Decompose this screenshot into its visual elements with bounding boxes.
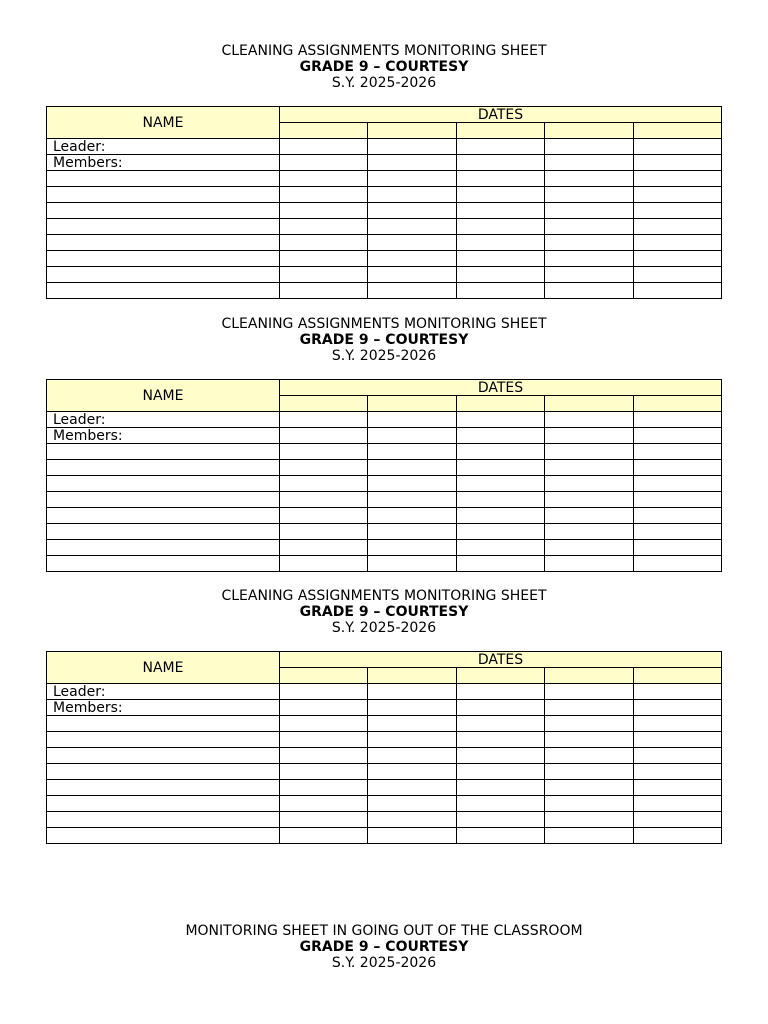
date-cell[interactable] <box>545 283 633 299</box>
monitoring-table-body <box>47 652 722 844</box>
table-row <box>47 412 722 428</box>
name-cell[interactable] <box>47 235 280 251</box>
name-cell[interactable] <box>47 171 280 187</box>
date-cell[interactable] <box>456 508 544 524</box>
name-cell[interactable] <box>47 267 280 283</box>
date-cell[interactable] <box>456 556 544 572</box>
table-row <box>47 716 722 732</box>
date-cell[interactable] <box>280 828 368 844</box>
date-cell-header[interactable] <box>633 396 722 412</box>
date-cell-header[interactable] <box>633 668 722 684</box>
date-cell[interactable] <box>280 796 368 812</box>
date-cell[interactable] <box>633 732 722 748</box>
date-cell-header[interactable] <box>545 396 633 412</box>
name-cell[interactable] <box>47 187 280 203</box>
header-row <box>47 107 722 123</box>
date-cell[interactable] <box>545 524 633 540</box>
name-cell[interactable] <box>47 764 280 780</box>
date-cell[interactable] <box>368 812 456 828</box>
date-cell[interactable] <box>545 780 633 796</box>
date-cell[interactable] <box>368 460 456 476</box>
date-cell[interactable] <box>456 412 544 428</box>
date-cell[interactable] <box>456 700 544 716</box>
table-row <box>47 540 722 556</box>
date-cell[interactable] <box>280 203 368 219</box>
date-cell[interactable] <box>280 139 368 155</box>
date-cell[interactable] <box>280 812 368 828</box>
monitoring-table-body <box>47 107 722 299</box>
date-cell[interactable] <box>456 476 544 492</box>
date-cell[interactable] <box>368 732 456 748</box>
date-cell[interactable] <box>280 251 368 267</box>
date-cell[interactable] <box>368 828 456 844</box>
monitoring-table-1 <box>46 106 722 299</box>
date-cell[interactable] <box>368 412 456 428</box>
date-cell[interactable] <box>633 444 722 460</box>
date-cell[interactable] <box>633 412 722 428</box>
table-row <box>47 235 722 251</box>
date-cell[interactable] <box>368 171 456 187</box>
date-cell[interactable] <box>456 684 544 700</box>
date-cell[interactable] <box>280 444 368 460</box>
date-cell[interactable] <box>280 235 368 251</box>
table-row <box>47 283 722 299</box>
date-cell[interactable] <box>633 139 722 155</box>
date-cell-header[interactable] <box>280 668 368 684</box>
name-header: NAME <box>47 652 280 684</box>
table-row <box>47 684 722 700</box>
date-cell[interactable] <box>545 155 633 171</box>
date-cell[interactable] <box>633 476 722 492</box>
date-cell[interactable] <box>545 828 633 844</box>
name-cell[interactable]: Members: <box>47 700 280 716</box>
date-cell[interactable] <box>368 508 456 524</box>
date-cell-header[interactable] <box>368 668 456 684</box>
table-row <box>47 492 722 508</box>
date-cell[interactable] <box>545 700 633 716</box>
date-cell[interactable] <box>633 684 722 700</box>
date-cell[interactable] <box>545 732 633 748</box>
sheet-1-heading <box>0 43 768 91</box>
date-cell[interactable] <box>368 524 456 540</box>
date-cell[interactable] <box>545 412 633 428</box>
date-cell[interactable] <box>633 235 722 251</box>
date-cell-header[interactable] <box>456 396 544 412</box>
date-cell[interactable] <box>368 235 456 251</box>
table-row <box>47 219 722 235</box>
date-cell[interactable] <box>456 187 544 203</box>
date-cell[interactable] <box>456 444 544 460</box>
date-cell[interactable] <box>280 684 368 700</box>
date-cell[interactable] <box>280 283 368 299</box>
name-cell[interactable] <box>47 716 280 732</box>
table-row <box>47 428 722 444</box>
dates-header: DATES <box>280 652 722 668</box>
date-cell[interactable] <box>456 780 544 796</box>
date-cell[interactable] <box>456 139 544 155</box>
date-cell[interactable] <box>633 428 722 444</box>
date-cell[interactable] <box>280 476 368 492</box>
date-cell[interactable] <box>368 476 456 492</box>
date-cell[interactable] <box>456 732 544 748</box>
date-cell[interactable] <box>545 556 633 572</box>
name-cell[interactable]: Members: <box>47 428 280 444</box>
date-cell[interactable] <box>368 219 456 235</box>
exit-monitoring-heading <box>0 923 768 971</box>
date-cell[interactable] <box>280 155 368 171</box>
date-cell-header[interactable] <box>633 123 722 139</box>
sheet-title: MONITORING SHEET IN GOING OUT OF THE CLASSROOM <box>185 923 583 939</box>
table-row <box>47 796 722 812</box>
date-cell[interactable] <box>368 700 456 716</box>
table-row <box>47 732 722 748</box>
date-cell-header[interactable] <box>545 123 633 139</box>
date-cell[interactable] <box>633 283 722 299</box>
date-cell-header[interactable] <box>280 396 368 412</box>
table-row <box>47 764 722 780</box>
name-cell[interactable] <box>47 444 280 460</box>
name-cell[interactable] <box>47 283 280 299</box>
date-cell[interactable] <box>280 508 368 524</box>
date-cell[interactable] <box>456 203 544 219</box>
date-cell[interactable] <box>368 748 456 764</box>
date-cell-header[interactable] <box>368 396 456 412</box>
table-row <box>47 155 722 171</box>
date-cell[interactable] <box>280 748 368 764</box>
date-cell[interactable] <box>456 492 544 508</box>
date-cell[interactable] <box>633 716 722 732</box>
table-row <box>47 171 722 187</box>
date-cell[interactable] <box>545 476 633 492</box>
date-cell[interactable] <box>280 780 368 796</box>
date-cell[interactable] <box>280 732 368 748</box>
table-row <box>47 476 722 492</box>
date-cell[interactable] <box>368 187 456 203</box>
date-cell[interactable] <box>545 171 633 187</box>
school-year: S.Y. 2025-2026 <box>331 955 437 971</box>
date-cell[interactable] <box>633 508 722 524</box>
name-cell[interactable] <box>47 508 280 524</box>
date-cell[interactable] <box>280 428 368 444</box>
date-cell[interactable] <box>456 267 544 283</box>
sheet-subtitle: GRADE 9 – COURTESY <box>299 332 469 348</box>
date-cell-header[interactable] <box>545 668 633 684</box>
name-cell[interactable] <box>47 732 280 748</box>
date-cell[interactable] <box>545 684 633 700</box>
name-cell[interactable] <box>47 219 280 235</box>
table-row <box>47 556 722 572</box>
date-cell[interactable] <box>633 460 722 476</box>
date-cell[interactable] <box>633 700 722 716</box>
dates-header: DATES <box>280 380 722 396</box>
date-cell[interactable] <box>545 428 633 444</box>
table-row <box>47 780 722 796</box>
date-cell[interactable] <box>280 764 368 780</box>
date-cell[interactable] <box>633 540 722 556</box>
date-cell[interactable] <box>456 283 544 299</box>
date-cell[interactable] <box>456 524 544 540</box>
date-cell[interactable] <box>545 460 633 476</box>
date-cell[interactable] <box>545 812 633 828</box>
date-cell[interactable] <box>280 267 368 283</box>
monitoring-table-body <box>47 380 722 572</box>
school-year: S.Y. 2025-2026 <box>331 620 437 636</box>
date-cell[interactable] <box>368 267 456 283</box>
date-cell[interactable] <box>456 540 544 556</box>
sheet-title: CLEANING ASSIGNMENTS MONITORING SHEET <box>221 316 547 332</box>
name-cell[interactable] <box>47 748 280 764</box>
monitoring-table-3 <box>46 651 722 844</box>
date-cell[interactable] <box>633 492 722 508</box>
date-cell[interactable] <box>633 796 722 812</box>
name-cell[interactable] <box>47 203 280 219</box>
date-cell[interactable] <box>633 251 722 267</box>
table-row <box>47 187 722 203</box>
date-cell[interactable] <box>633 524 722 540</box>
table-row <box>47 748 722 764</box>
date-cell[interactable] <box>545 219 633 235</box>
date-cell[interactable] <box>545 444 633 460</box>
date-cell[interactable] <box>368 203 456 219</box>
date-cell[interactable] <box>545 508 633 524</box>
date-cell[interactable] <box>368 684 456 700</box>
name-cell[interactable]: Leader: <box>47 684 280 700</box>
name-cell[interactable]: Members: <box>47 155 280 171</box>
date-cell[interactable] <box>368 764 456 780</box>
date-cell[interactable] <box>280 171 368 187</box>
table-row <box>47 267 722 283</box>
name-cell[interactable] <box>47 556 280 572</box>
date-cell[interactable] <box>456 171 544 187</box>
table-row <box>47 700 722 716</box>
table-row <box>47 812 722 828</box>
date-cell[interactable] <box>545 139 633 155</box>
date-cell[interactable] <box>368 155 456 171</box>
date-cell-header[interactable] <box>456 123 544 139</box>
date-cell[interactable] <box>368 716 456 732</box>
date-cell[interactable] <box>545 187 633 203</box>
date-cell[interactable] <box>280 700 368 716</box>
sheet-title: CLEANING ASSIGNMENTS MONITORING SHEET <box>221 588 547 604</box>
date-cell[interactable] <box>456 828 544 844</box>
name-cell[interactable]: Leader: <box>47 139 280 155</box>
header-row <box>47 652 722 668</box>
name-cell[interactable] <box>47 828 280 844</box>
date-cell[interactable] <box>280 492 368 508</box>
sheet-subtitle: GRADE 9 – COURTESY <box>299 939 469 955</box>
date-cell-header[interactable] <box>280 123 368 139</box>
date-cell[interactable] <box>545 251 633 267</box>
name-cell[interactable] <box>47 540 280 556</box>
date-cell[interactable] <box>368 139 456 155</box>
school-year: S.Y. 2025-2026 <box>331 348 437 364</box>
date-cell[interactable] <box>633 171 722 187</box>
name-cell[interactable] <box>47 492 280 508</box>
sheet-subtitle: GRADE 9 – COURTESY <box>299 59 469 75</box>
date-cell[interactable] <box>280 540 368 556</box>
date-cell[interactable] <box>633 556 722 572</box>
table-row <box>47 139 722 155</box>
date-cell[interactable] <box>633 780 722 796</box>
date-cell[interactable] <box>280 524 368 540</box>
date-cell[interactable] <box>368 428 456 444</box>
date-cell[interactable] <box>456 155 544 171</box>
date-cell[interactable] <box>545 796 633 812</box>
name-cell[interactable]: Leader: <box>47 412 280 428</box>
date-cell[interactable] <box>633 155 722 171</box>
date-cell[interactable] <box>456 460 544 476</box>
date-cell[interactable] <box>633 812 722 828</box>
sheet-3-heading <box>0 588 768 636</box>
date-cell[interactable] <box>545 540 633 556</box>
sheet-subtitle: GRADE 9 – COURTESY <box>299 604 469 620</box>
date-cell[interactable] <box>368 796 456 812</box>
date-cell[interactable] <box>280 460 368 476</box>
name-cell[interactable] <box>47 460 280 476</box>
sheet-2-heading <box>0 316 768 364</box>
date-cell[interactable] <box>456 796 544 812</box>
table-row <box>47 251 722 267</box>
date-cell[interactable] <box>280 412 368 428</box>
date-cell[interactable] <box>545 492 633 508</box>
date-cell[interactable] <box>456 251 544 267</box>
date-cell[interactable] <box>545 235 633 251</box>
name-cell[interactable] <box>47 796 280 812</box>
name-header: NAME <box>47 380 280 412</box>
school-year: S.Y. 2025-2026 <box>331 75 437 91</box>
date-cell[interactable] <box>456 235 544 251</box>
date-cell[interactable] <box>368 492 456 508</box>
table-row <box>47 444 722 460</box>
monitoring-table-2 <box>46 379 722 572</box>
name-cell[interactable] <box>47 812 280 828</box>
sheet-title: CLEANING ASSIGNMENTS MONITORING SHEET <box>221 43 547 59</box>
table-row <box>47 508 722 524</box>
header-row <box>47 380 722 396</box>
name-cell[interactable] <box>47 476 280 492</box>
date-cell[interactable] <box>633 267 722 283</box>
date-cell[interactable] <box>368 540 456 556</box>
date-cell-header[interactable] <box>368 123 456 139</box>
name-cell[interactable] <box>47 780 280 796</box>
date-cell[interactable] <box>280 187 368 203</box>
table-row <box>47 203 722 219</box>
date-cell[interactable] <box>280 716 368 732</box>
date-cell[interactable] <box>633 764 722 780</box>
date-cell[interactable] <box>280 556 368 572</box>
date-cell[interactable] <box>545 764 633 780</box>
date-cell[interactable] <box>368 444 456 460</box>
date-cell[interactable] <box>456 748 544 764</box>
date-cell[interactable] <box>368 251 456 267</box>
table-row <box>47 524 722 540</box>
date-cell[interactable] <box>456 219 544 235</box>
date-cell[interactable] <box>633 828 722 844</box>
date-cell[interactable] <box>633 187 722 203</box>
date-cell[interactable] <box>545 716 633 732</box>
date-cell[interactable] <box>633 748 722 764</box>
table-row <box>47 460 722 476</box>
date-cell[interactable] <box>280 219 368 235</box>
date-cell-header[interactable] <box>456 668 544 684</box>
date-cell[interactable] <box>545 267 633 283</box>
name-header: NAME <box>47 107 280 139</box>
name-cell[interactable] <box>47 524 280 540</box>
date-cell[interactable] <box>456 812 544 828</box>
date-cell[interactable] <box>456 764 544 780</box>
date-cell[interactable] <box>456 716 544 732</box>
dates-header: DATES <box>280 107 722 123</box>
table-row <box>47 828 722 844</box>
date-cell[interactable] <box>368 780 456 796</box>
date-cell[interactable] <box>456 428 544 444</box>
date-cell[interactable] <box>368 283 456 299</box>
date-cell[interactable] <box>545 748 633 764</box>
name-cell[interactable] <box>47 251 280 267</box>
date-cell[interactable] <box>633 203 722 219</box>
date-cell[interactable] <box>368 556 456 572</box>
date-cell[interactable] <box>633 219 722 235</box>
date-cell[interactable] <box>545 203 633 219</box>
